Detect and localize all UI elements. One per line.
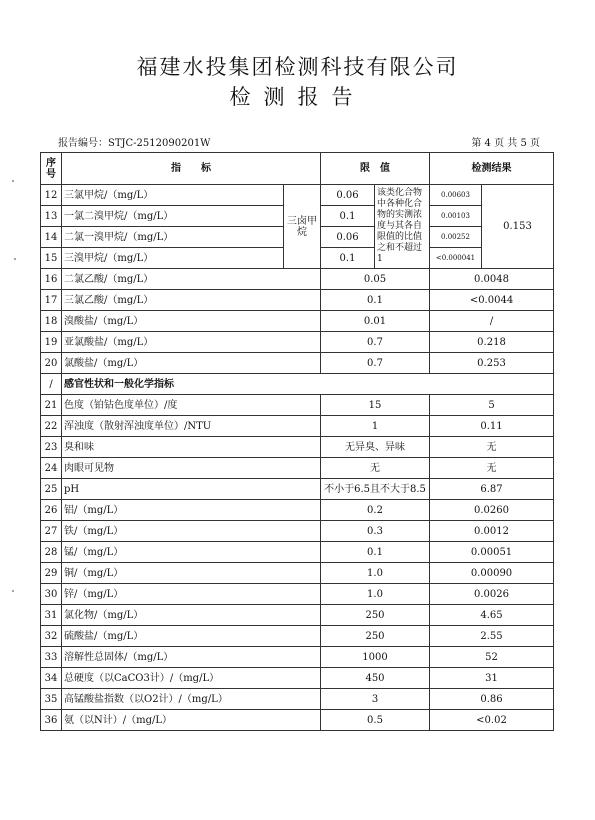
group-note: 该类化合物中各种化合物的实测浓度与其各自限值的比值之和不超过1	[375, 185, 430, 269]
row-result: /	[430, 311, 554, 332]
row-result: <0.000041	[430, 248, 482, 269]
row-result: 0.0026	[430, 584, 554, 605]
table-row	[41, 542, 554, 563]
table-row	[41, 668, 554, 689]
header-seq: 序号	[41, 153, 62, 185]
group-total: 0.153	[482, 185, 554, 269]
row-name: pH	[62, 479, 321, 500]
row-result: 0.253	[430, 353, 554, 374]
row-name: 氨（以N计）/（mg/L）	[62, 710, 321, 731]
row-result: 0.00603	[430, 185, 482, 206]
row-result: <0.02	[430, 710, 554, 731]
table-row	[41, 353, 554, 374]
page-info: 第 4 页 共 5 页	[471, 138, 540, 149]
row-limit: 0.2	[321, 500, 430, 521]
row-name: 铁/（mg/L）	[62, 521, 321, 542]
row-no: 18	[41, 311, 62, 332]
table-row	[41, 311, 554, 332]
row-no: 26	[41, 500, 62, 521]
row-limit: 250	[321, 605, 430, 626]
section-no: /	[41, 374, 62, 395]
row-limit: 0.7	[321, 332, 430, 353]
row-limit: 0.1	[321, 542, 430, 563]
scan-speck	[12, 180, 14, 182]
row-result: 31	[430, 668, 554, 689]
row-name: 肉眼可见物	[62, 458, 321, 479]
table-row	[41, 290, 554, 311]
table-row	[41, 437, 554, 458]
row-result: 52	[430, 647, 554, 668]
row-no: 30	[41, 584, 62, 605]
scan-speck	[14, 258, 16, 260]
row-name: 色度（铂钴色度单位）/度	[62, 395, 321, 416]
row-no: 32	[41, 626, 62, 647]
row-name: 亚氯酸盐/（mg/L）	[62, 332, 321, 353]
table-row	[41, 185, 554, 206]
row-no: 20	[41, 353, 62, 374]
row-no: 27	[41, 521, 62, 542]
row-name: 溴酸盐/（mg/L）	[62, 311, 321, 332]
row-limit: 0.1	[321, 290, 430, 311]
row-no: 15	[41, 248, 62, 269]
row-no: 12	[41, 185, 62, 206]
row-result: 2.55	[430, 626, 554, 647]
results-table	[40, 152, 554, 731]
row-no: 35	[41, 689, 62, 710]
row-limit: 不小于6.5且不大于8.5	[321, 479, 430, 500]
row-limit: 450	[321, 668, 430, 689]
row-name: 总硬度（以CaCO3计）/（mg/L）	[62, 668, 321, 689]
row-result: 0.0012	[430, 521, 554, 542]
row-result: 0.00252	[430, 227, 482, 248]
row-result: 无	[430, 437, 554, 458]
row-result: 0.218	[430, 332, 554, 353]
company-name: 福建水投集团检测科技有限公司	[136, 55, 459, 79]
row-limit: 无异臭、异味	[321, 437, 430, 458]
row-name: 三溴甲烷/（mg/L）	[62, 248, 284, 269]
row-name: 高锰酸盐指数（以O2计）/（mg/L）	[62, 689, 321, 710]
row-name: 三氯甲烷/（mg/L）	[62, 185, 284, 206]
row-limit: 0.7	[321, 353, 430, 374]
row-name: 铝/（mg/L）	[62, 500, 321, 521]
row-limit: 0.05	[321, 269, 430, 290]
table-row	[41, 479, 554, 500]
row-limit: 0.1	[321, 248, 375, 269]
row-name: 溶解性总固体/（mg/L）	[62, 647, 321, 668]
row-name: 臭和味	[62, 437, 321, 458]
table-row	[41, 584, 554, 605]
row-result: 0.11	[430, 416, 554, 437]
table-row	[41, 689, 554, 710]
table-row	[41, 605, 554, 626]
section-row	[41, 374, 554, 395]
table-row	[41, 521, 554, 542]
row-name: 铜/（mg/L）	[62, 563, 321, 584]
row-no: 28	[41, 542, 62, 563]
table-row	[41, 458, 554, 479]
table-row	[41, 416, 554, 437]
row-no: 14	[41, 227, 62, 248]
row-no: 29	[41, 563, 62, 584]
row-result: 0.86	[430, 689, 554, 710]
row-limit: 1.0	[321, 584, 430, 605]
row-result: 0.00051	[430, 542, 554, 563]
row-result: 无	[430, 458, 554, 479]
report-number: 报告编号：STJC-2512090201W	[58, 138, 211, 149]
row-limit: 1.0	[321, 563, 430, 584]
row-name: 一氯二溴甲烷/（mg/L）	[62, 206, 284, 227]
table-row	[41, 395, 554, 416]
row-name: 硫酸盐/（mg/L）	[62, 626, 321, 647]
row-result: 0.0260	[430, 500, 554, 521]
row-result: 6.87	[430, 479, 554, 500]
table-row	[41, 500, 554, 521]
row-no: 19	[41, 332, 62, 353]
header-item: 指 标	[62, 153, 321, 185]
row-name: 锰/（mg/L）	[62, 542, 321, 563]
row-result: 5	[430, 395, 554, 416]
row-no: 17	[41, 290, 62, 311]
row-limit: 0.06	[321, 227, 375, 248]
table-row	[41, 647, 554, 668]
row-name: 浑浊度（散射浑浊度单位）/NTU	[62, 416, 321, 437]
group-label: 三卤甲烷	[284, 185, 321, 269]
row-name: 三氯乙酸/（mg/L）	[62, 290, 321, 311]
row-limit: 3	[321, 689, 430, 710]
row-limit: 15	[321, 395, 430, 416]
row-limit: 无	[321, 458, 430, 479]
row-no: 36	[41, 710, 62, 731]
row-limit: 1000	[321, 647, 430, 668]
row-limit: 0.01	[321, 311, 430, 332]
table-row	[41, 269, 554, 290]
row-name: 锌/（mg/L）	[62, 584, 321, 605]
header-limit: 限 值	[321, 153, 430, 185]
row-name: 二氯一溴甲烷/（mg/L）	[62, 227, 284, 248]
row-name: 氯化物/（mg/L）	[62, 605, 321, 626]
row-limit: 250	[321, 626, 430, 647]
row-limit: 0.3	[321, 521, 430, 542]
row-result: 0.00090	[430, 563, 554, 584]
row-result: <0.0044	[430, 290, 554, 311]
row-no: 25	[41, 479, 62, 500]
section-title: 感官性状和一般化学指标	[62, 374, 554, 395]
row-limit: 0.06	[321, 185, 375, 206]
row-result: 0.0048	[430, 269, 554, 290]
row-no: 33	[41, 647, 62, 668]
table-header-row	[41, 153, 554, 185]
row-no: 34	[41, 668, 62, 689]
table-row	[41, 563, 554, 584]
scan-speck	[12, 590, 14, 592]
row-result: 4.65	[430, 605, 554, 626]
row-no: 21	[41, 395, 62, 416]
row-name: 二氯乙酸/（mg/L）	[62, 269, 321, 290]
row-name: 氯酸盐/（mg/L）	[62, 353, 321, 374]
row-result: 0.00103	[430, 206, 482, 227]
row-no: 13	[41, 206, 62, 227]
row-limit: 0.1	[321, 206, 375, 227]
row-no: 22	[41, 416, 62, 437]
row-no: 23	[41, 437, 62, 458]
header-result: 检测结果	[430, 153, 554, 185]
row-limit: 0.5	[321, 710, 430, 731]
table-row	[41, 332, 554, 353]
row-no: 24	[41, 458, 62, 479]
row-no: 16	[41, 269, 62, 290]
table-row	[41, 710, 554, 731]
row-no: 31	[41, 605, 62, 626]
row-limit: 1	[321, 416, 430, 437]
table-row	[41, 626, 554, 647]
report-title: 检测报告	[229, 85, 366, 109]
